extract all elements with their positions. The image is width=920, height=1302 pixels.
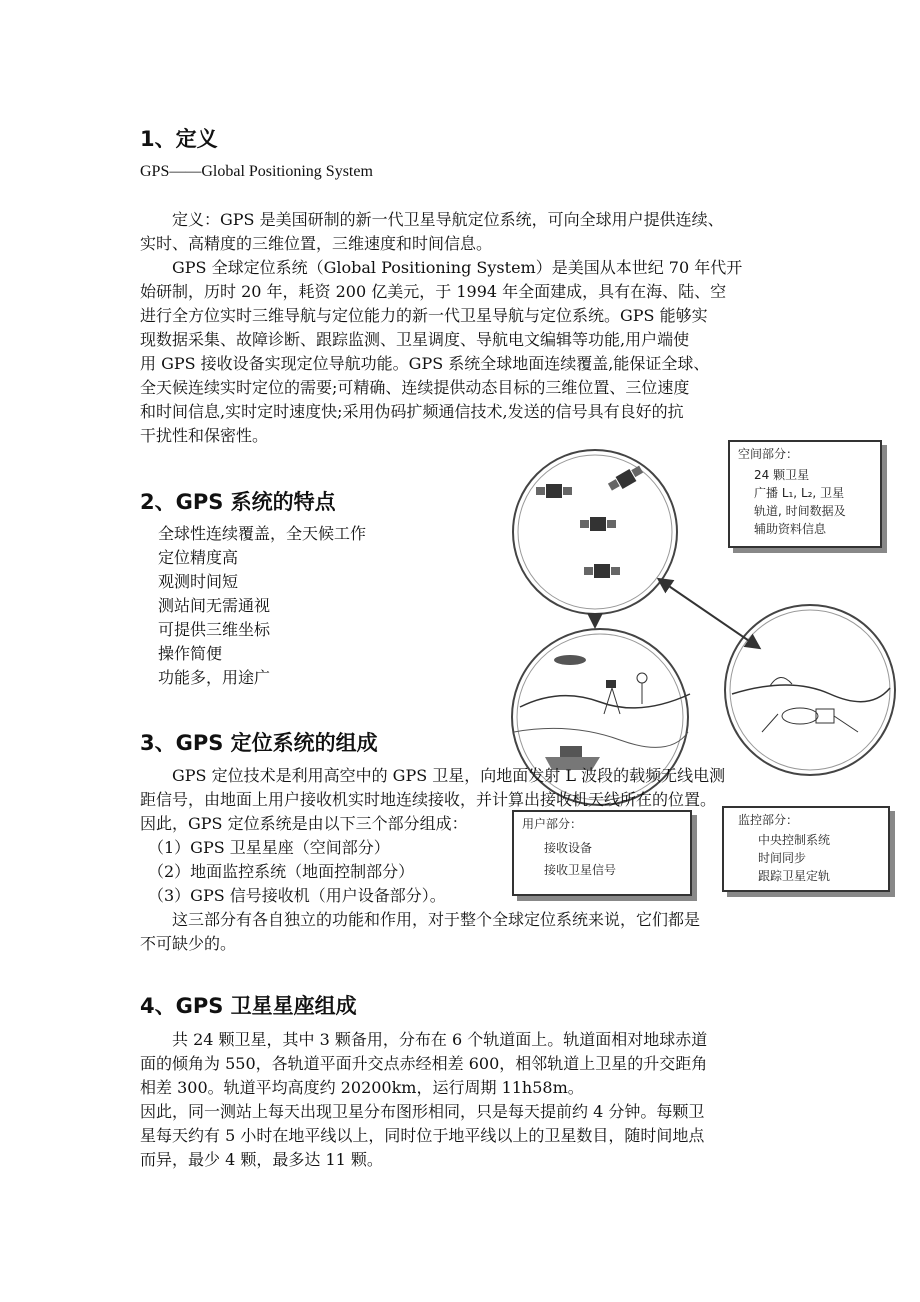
text-line: 实时、高精度的三维位置，三维速度和时间信息。 xyxy=(140,234,493,253)
text-line: 现数据采集、故障诊断、跟踪监测、卫星调度、导航电文编辑等功能,用户端使 xyxy=(140,330,690,349)
text-line: 共 24 颗卫星，其中 3 颗备用，分布在 6 个轨道面上。轨道面相对地球赤道 xyxy=(140,1030,708,1049)
section-4-heading: 4、GPS 卫星星座组成 xyxy=(140,994,357,1018)
text-line: （1）GPS 卫星星座（空间部分） xyxy=(140,838,390,857)
control-box-line: 中央控制系统 xyxy=(758,833,831,847)
text-line: 星每天约有 5 小时在地平线以上，同时位于地平线以上的卫星数目，随时间地点 xyxy=(140,1126,705,1145)
space-box-line: 24 颗卫星 xyxy=(754,468,810,482)
text-line: 不可缺少的。 xyxy=(140,934,237,953)
text-line: 因此，同一测站上每天出现卫星分布图形相同，只是每天提前约 4 分钟。每颗卫 xyxy=(140,1102,705,1121)
list-item: 测站间无需通视 xyxy=(158,596,271,615)
text-line: 进行全方位实时三维导航与定位能力的新一代卫星导航与定位系统。GPS 能够实 xyxy=(140,306,708,325)
list-item: 操作简便 xyxy=(158,644,223,663)
text-line: 始研制，历时 20 年，耗资 200 亿美元，于 1994 年全面建成，具有在海、陆、空 xyxy=(140,282,727,301)
text-line: 用 GPS 接收设备实现定位导航功能。GPS 系统全球地面连续覆盖,能保证全球、 xyxy=(140,354,710,373)
text-line: 面的倾角为 550，各轨道平面升交点赤经相差 600，相邻轨道上卫星的升交距角 xyxy=(140,1054,708,1073)
text-line: 全天候连续实时定位的需要;可精确、连续提供动态目标的三维位置、三位速度 xyxy=(140,378,690,397)
text-line: 干扰性和保密性。 xyxy=(140,426,269,445)
text-line: 而异，最少 4 颗，最多达 11 颗。 xyxy=(140,1150,383,1169)
text-line: GPS 全球定位系统（Global Positioning System）是美国从本世纪 70 年代开 xyxy=(140,258,743,277)
text-line: 和时间信息,实时定时速度快;采用伪码扩频通信技术,发送的信号具有良好的抗 xyxy=(140,402,684,421)
space-box-line: 广播 L₁, L₂, 卫星 xyxy=(754,486,845,500)
section-3-heading: 3、GPS 定位系统的组成 xyxy=(140,731,378,755)
section-1-heading: 1、定义 xyxy=(140,127,218,151)
user-box-line: 接收设备 xyxy=(544,841,593,855)
user-box-line: 接收卫星信号 xyxy=(544,863,617,877)
control-box-title: 监控部分： xyxy=(738,813,799,827)
text-line: 这三部分有各自独立的功能和作用，对于整个全球定位系统来说，它们都是 xyxy=(140,910,701,929)
control-segment-box xyxy=(722,806,890,892)
section-4-body xyxy=(140,1028,707,1172)
list-item: 功能多，用途广 xyxy=(158,668,271,687)
section-1-subtitle: GPS——Global Positioning System xyxy=(140,163,373,180)
section-2-heading: 2、GPS 系统的特点 xyxy=(140,490,336,514)
space-segment-box xyxy=(728,440,882,548)
space-box-line: 轨道, 时间数据及 xyxy=(754,504,846,518)
space-box-title: 空间部分： xyxy=(738,447,799,461)
list-item: 定位精度高 xyxy=(158,548,239,567)
text-line: GPS 定位技术是利用高空中的 GPS 卫星，向地面发射 L 波段的载频无线电测 xyxy=(140,766,726,785)
list-item: 全球性连续覆盖，全天候工作 xyxy=(158,524,367,543)
text-line: （3）GPS 信号接收机（用户设备部分）。 xyxy=(140,886,446,905)
text-line: 距信号，由地面上用户接收机实时地连续接收，并计算出接收机天线所在的位置。 xyxy=(140,790,717,809)
list-item: 观测时间短 xyxy=(158,572,239,591)
space-box-line: 辅助资料信息 xyxy=(754,522,827,536)
text-line: 因此，GPS 定位系统是由以下三个部分组成： xyxy=(140,814,468,833)
features-list xyxy=(158,522,366,690)
list-item: 可提供三维坐标 xyxy=(158,620,271,639)
user-box-title: 用户部分： xyxy=(522,817,583,831)
control-box-line: 跟踪卫星定轨 xyxy=(758,869,831,883)
control-box-line: 时间同步 xyxy=(758,851,807,865)
text-line: 相差 300。轨道平均高度约 20200km，运行周期 11h58m。 xyxy=(140,1078,584,1097)
text-line: （2）地面监控系统（地面控制部分） xyxy=(140,862,415,881)
text-line: 定义：GPS 是美国研制的新一代卫星导航定位系统，可向全球用户提供连续、 xyxy=(140,210,724,229)
section-3-body xyxy=(140,764,725,956)
section-1-body xyxy=(140,208,742,448)
